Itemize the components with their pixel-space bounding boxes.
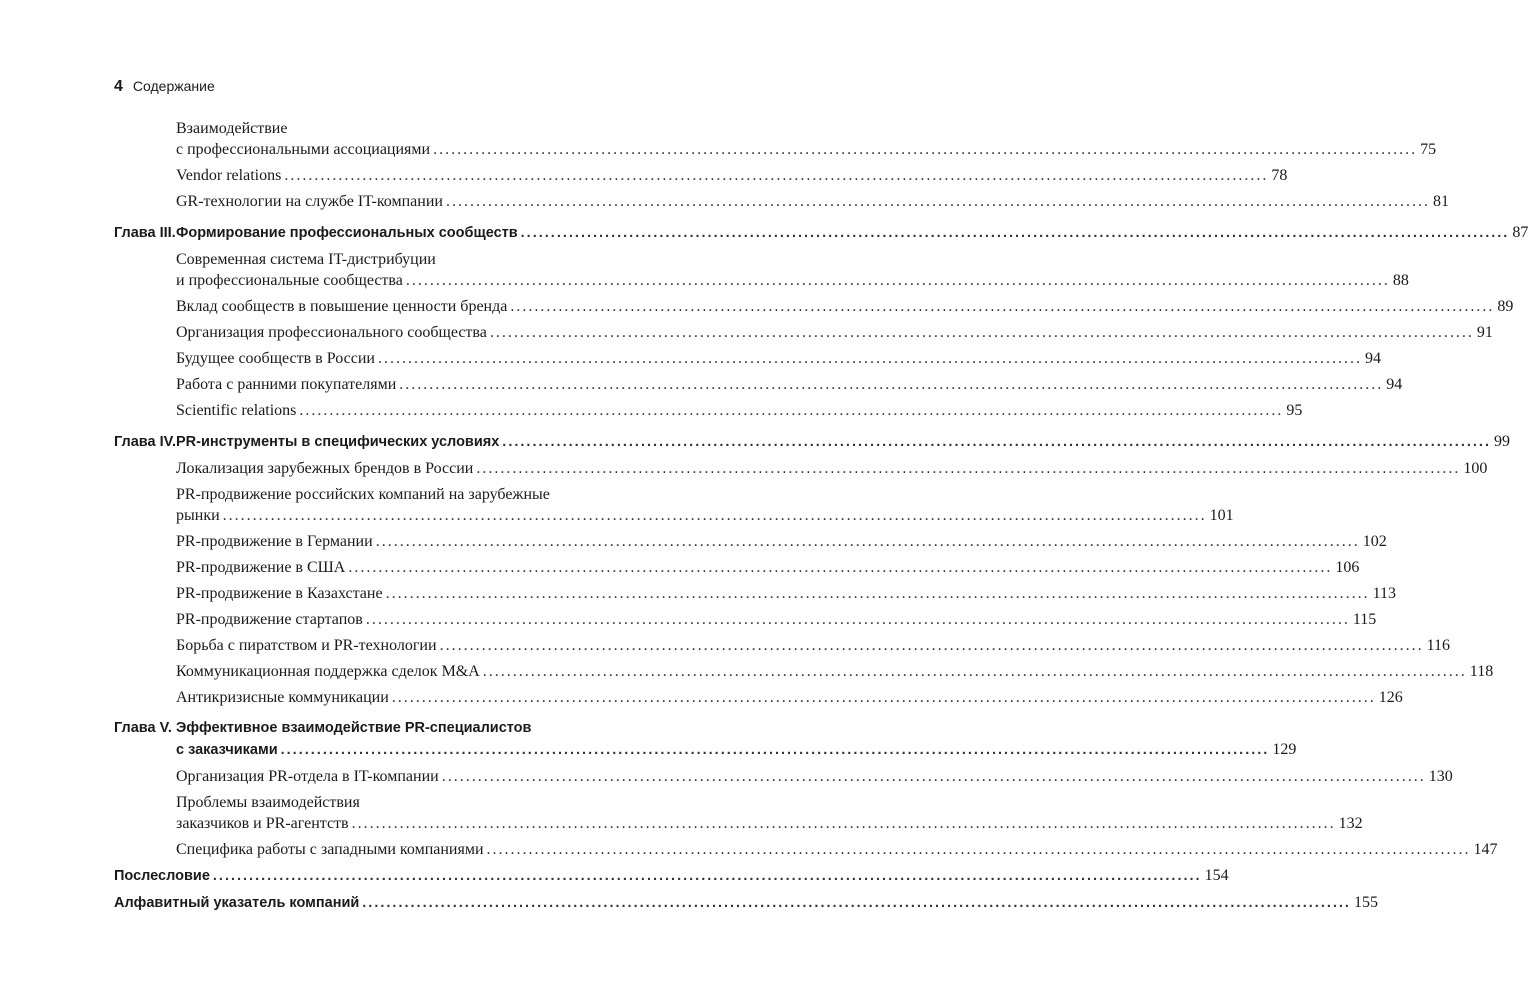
toc-entry-title: Борьба с пиратством и PR-технологии [176, 637, 437, 654]
toc-entry [114, 484, 1234, 526]
toc-entry-page: 100 [1463, 460, 1488, 477]
toc-entry [114, 400, 1303, 421]
leader-dots [483, 661, 1467, 682]
toc-entry-title: Локализация зарубежных брендов в России [176, 460, 474, 477]
leader-dots [446, 191, 1430, 212]
chapter-title-line1: Эффективное взаимодействие PR-специалистов [176, 720, 532, 736]
chapter-title: PR-инструменты в специфических условиях [176, 434, 500, 450]
leader-dots [223, 505, 1207, 526]
leader-dots [352, 813, 1336, 834]
toc-entry [114, 792, 1363, 834]
toc-entry-title: PR-продвижение в Казахстане [176, 585, 383, 602]
chapter-title: с заказчиками [176, 742, 278, 758]
leader-dots [299, 400, 1283, 421]
leader-dots [366, 609, 1350, 630]
chapter-page: 99 [1493, 433, 1510, 450]
toc-chapter [114, 222, 1528, 244]
running-head [114, 78, 215, 96]
toc-entry [114, 687, 1403, 708]
chapter-page: 87 [1512, 224, 1528, 241]
leader-dots [502, 432, 1491, 453]
toc-entry-title: PR-продвижение стартапов [176, 611, 363, 628]
leader-dots [406, 270, 1390, 291]
toc-entry-page: 88 [1392, 272, 1409, 289]
toc-entry-title: Вклад сообществ в повышение ценности бренда [176, 298, 508, 315]
toc-entry [114, 458, 1488, 479]
toc-entry [114, 635, 1450, 656]
leader-dots [284, 165, 1268, 186]
toc-entry-title: Антикризисные коммуникации [176, 689, 389, 706]
toc-entry-page: 75 [1420, 141, 1437, 158]
toc-entry-title: Организация PR-отдела в IT-компании [176, 768, 439, 785]
toc-entry [114, 296, 1514, 317]
toc-entry-title: Vendor relations [176, 167, 282, 184]
toc-entry-title: Scientific relations [176, 402, 297, 419]
toc-entry-page: 89 [1497, 298, 1514, 315]
toc-entry-line1: PR-продвижение российских компаний на зарубежные [176, 486, 550, 503]
toc-entry-page: 95 [1286, 402, 1303, 419]
toc-entry-title: Будущее сообществ в России [176, 350, 375, 367]
toc-entry [114, 165, 1288, 186]
toc-entry-page: 132 [1338, 815, 1363, 832]
toc-entry-title: GR-технологии на службе IT-компании [176, 193, 443, 210]
toc-entry-line1: Взаимодействие [176, 120, 288, 137]
leader-dots [510, 296, 1494, 317]
toc-entry [114, 249, 1409, 291]
toc-chapter [114, 718, 1297, 761]
leader-dots [442, 766, 1426, 787]
leader-dots [487, 839, 1471, 860]
chapter-label: Глава V. [114, 720, 172, 736]
leader-dots [490, 322, 1474, 343]
chapter-title: Формирование профессиональных сообществ [176, 225, 518, 241]
toc-entry-title: рынки [176, 507, 220, 524]
toc-entry [114, 118, 1437, 160]
toc-entry [114, 661, 1494, 682]
toc-entry-title: Специфика работы с западными компаниями [176, 841, 484, 858]
toc-entry-title: Работа с ранними покупателями [176, 376, 397, 393]
toc-entry-page: 155 [1353, 894, 1378, 911]
leader-dots [281, 740, 1270, 761]
leader-dots [386, 583, 1370, 604]
toc-entry-page: 147 [1473, 841, 1498, 858]
leader-dots [392, 687, 1376, 708]
toc-entry-title: Алфавитный указатель компаний [114, 895, 360, 911]
toc-entry-title: и профессиональные сообщества [176, 272, 403, 289]
toc-index [114, 892, 1378, 914]
toc-entry-page: 101 [1209, 507, 1234, 524]
toc-entry-title: заказчиков и PR-агентств [176, 815, 349, 832]
toc-entry-page: 102 [1362, 533, 1387, 550]
toc-entry-page: 126 [1378, 689, 1403, 706]
leader-dots [433, 139, 1417, 160]
toc-entry-page: 91 [1476, 324, 1493, 341]
leader-dots [376, 531, 1360, 552]
leader-dots [399, 374, 1383, 395]
toc-afterword [114, 865, 1229, 887]
leader-dots [213, 866, 1202, 887]
chapter-label: Глава IV. [114, 434, 176, 450]
toc-entry-title: Организация профессионального сообщества [176, 324, 487, 341]
leader-dots [521, 223, 1510, 244]
toc-entry-page: 130 [1428, 768, 1453, 785]
toc-entry-page: 113 [1372, 585, 1396, 602]
toc-entry [114, 766, 1453, 787]
toc-entry-page: 94 [1364, 350, 1381, 367]
toc-entry [114, 348, 1381, 369]
toc-entry-title: Коммуникационная поддержка сделок M&A [176, 663, 480, 680]
toc-entry [114, 609, 1377, 630]
leader-dots [476, 458, 1460, 479]
toc-entry-title: Послесловие [114, 868, 210, 884]
toc-entry [114, 531, 1387, 552]
toc-entry [114, 583, 1396, 604]
table-of-contents [114, 118, 1528, 919]
leader-dots [440, 635, 1424, 656]
chapter-page: 129 [1272, 741, 1297, 758]
toc-chapter [114, 431, 1510, 453]
toc-entry [114, 557, 1360, 578]
toc-entry [114, 322, 1493, 343]
chapter-label: Глава III. [114, 225, 176, 241]
running-title: Содержание [132, 78, 215, 94]
toc-entry-page: 106 [1335, 559, 1360, 576]
leader-dots [348, 557, 1332, 578]
toc-entry [114, 374, 1403, 395]
toc-entry-page: 78 [1271, 167, 1288, 184]
toc-entry-line1: Современная система IT-дистрибуции [176, 251, 436, 268]
toc-entry-line1: Проблемы взаимодействия [176, 794, 360, 811]
leader-dots [378, 348, 1362, 369]
toc-entry-page: 154 [1204, 867, 1229, 884]
toc-entry-page: 118 [1469, 663, 1494, 680]
toc-entry-page: 115 [1352, 611, 1377, 628]
toc-entry-page: 94 [1386, 376, 1403, 393]
toc-entry-page: 81 [1432, 193, 1449, 210]
toc-entry [114, 839, 1498, 860]
leader-dots [362, 893, 1351, 914]
toc-entry [114, 191, 1449, 212]
toc-entry-title: PR-продвижение в США [176, 559, 346, 576]
toc-entry-title: с профессиональными ассоциациями [176, 141, 431, 158]
toc-entry-page: 116 [1426, 637, 1450, 654]
page-number: 4 [114, 78, 123, 95]
toc-entry-title: PR-продвижение в Германии [176, 533, 373, 550]
